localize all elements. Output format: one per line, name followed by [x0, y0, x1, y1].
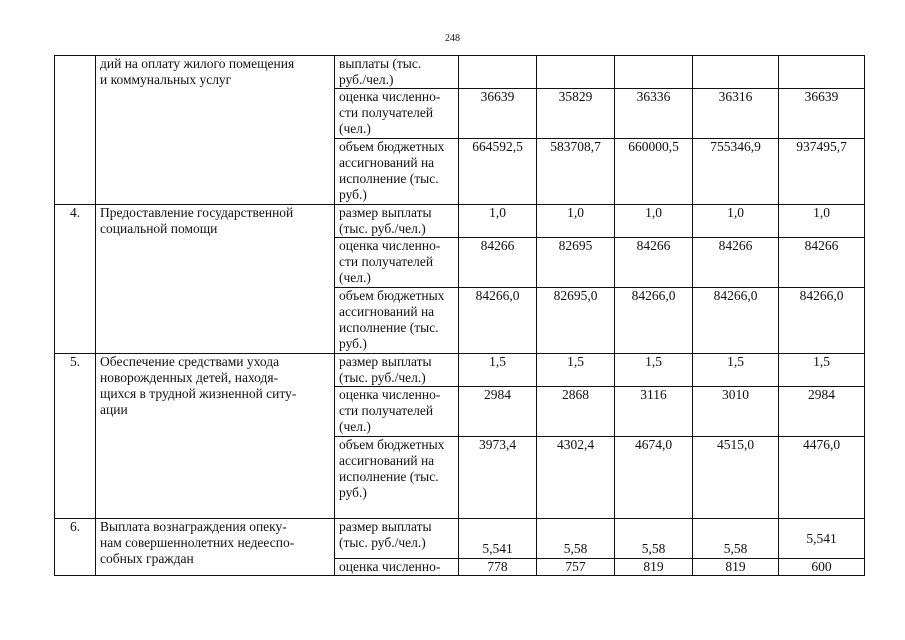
indicator-label — [335, 519, 459, 559]
value-cell — [537, 56, 615, 89]
value-cell: 1,0 — [537, 205, 615, 238]
value-cell: 755346,9 — [693, 139, 779, 205]
indicator-label-line: размер выплаты — [339, 205, 432, 220]
value-cell: 4302,4 — [537, 437, 615, 519]
indicator-label-line: исполнение (тыс. — [339, 320, 439, 335]
value-cell: 84266 — [615, 238, 693, 288]
indicator-label-line: исполнение (тыс. — [339, 171, 439, 186]
item-name-line: ации — [100, 402, 128, 417]
indicator-label-line: оценка численно- — [339, 559, 441, 574]
value-cell: 82695 — [537, 238, 615, 288]
item-name-line: социальной помощи — [100, 221, 218, 236]
value-cell: 3010 — [693, 387, 779, 437]
value-cell: 583708,7 — [537, 139, 615, 205]
value-cell: 4515,0 — [693, 437, 779, 519]
indicator-label-line: объем бюджетных — [339, 437, 445, 452]
value-cell: 5,541 — [779, 519, 865, 559]
value-cell: 1,0 — [693, 205, 779, 238]
value-cell: 2984 — [779, 387, 865, 437]
indicator-label-line: оценка численно- — [339, 238, 441, 253]
value-cell: 5,58 — [693, 519, 779, 559]
item-number: 6. — [55, 519, 96, 576]
value-cell: 36639 — [459, 89, 537, 139]
table-row — [55, 354, 865, 387]
item-name-line: дий на оплату жилого помещения — [100, 56, 295, 71]
value-cell: 36316 — [693, 89, 779, 139]
table-row — [55, 519, 865, 559]
indicator-label — [335, 559, 459, 576]
value-cell: 1,0 — [779, 205, 865, 238]
item-name-line: и коммунальных услуг — [100, 72, 232, 87]
indicator-label-line: сти получателей — [339, 254, 434, 269]
item-number: 4. — [55, 205, 96, 354]
value-cell: 4674,0 — [615, 437, 693, 519]
value-cell: 819 — [693, 559, 779, 576]
budget-table — [54, 55, 865, 576]
value-cell — [615, 56, 693, 89]
value-cell: 84266 — [779, 238, 865, 288]
value-cell: 757 — [537, 559, 615, 576]
indicator-label-line: размер выплаты — [339, 354, 432, 369]
indicator-label-line: руб.) — [339, 485, 367, 500]
value-cell: 2984 — [459, 387, 537, 437]
indicator-label — [335, 205, 459, 238]
value-cell: 4476,0 — [779, 437, 865, 519]
indicator-label-line: размер выплаты — [339, 519, 432, 534]
indicator-label-line: объем бюджетных — [339, 139, 445, 154]
indicator-label-line: (чел.) — [339, 270, 371, 285]
value-cell: 5,58 — [615, 519, 693, 559]
value-cell: 660000,5 — [615, 139, 693, 205]
value-cell: 36639 — [779, 89, 865, 139]
indicator-label-line: ассигнований на — [339, 304, 435, 319]
indicator-label — [335, 139, 459, 205]
indicator-label-line: оценка численно- — [339, 89, 441, 104]
indicator-label-line: руб.) — [339, 187, 367, 202]
item-name — [96, 519, 335, 576]
value-cell: 1,5 — [779, 354, 865, 387]
indicator-label — [335, 437, 459, 519]
value-cell: 84266,0 — [779, 288, 865, 354]
indicator-label-line: (тыс. руб./чел.) — [339, 370, 426, 385]
value-cell: 84266 — [693, 238, 779, 288]
value-cell: 84266,0 — [615, 288, 693, 354]
indicator-label-line: исполнение (тыс. — [339, 469, 439, 484]
value-cell: 778 — [459, 559, 537, 576]
value-cell: 3116 — [615, 387, 693, 437]
value-cell: 664592,5 — [459, 139, 537, 205]
indicator-label-line: ассигнований на — [339, 155, 435, 170]
item-name — [96, 56, 335, 205]
value-cell: 1,5 — [615, 354, 693, 387]
value-cell: 84266 — [459, 238, 537, 288]
value-cell: 1,0 — [615, 205, 693, 238]
value-cell: 36336 — [615, 89, 693, 139]
indicator-label-line: выплаты (тыс. — [339, 56, 422, 71]
table-row — [55, 205, 865, 238]
page-number: 248 — [445, 33, 460, 44]
item-name-line: Обеспечение средствами ухода — [100, 354, 280, 369]
table-row — [55, 56, 865, 89]
value-cell: 35829 — [537, 89, 615, 139]
value-cell: 3973,4 — [459, 437, 537, 519]
value-cell — [779, 56, 865, 89]
item-name-line: щихся в трудной жизненной ситу- — [100, 386, 297, 401]
item-name-line: Выплата вознаграждения опеку- — [100, 519, 287, 534]
indicator-label-line: ассигнований на — [339, 453, 435, 468]
value-cell: 819 — [615, 559, 693, 576]
indicator-label — [335, 387, 459, 437]
indicator-label-line: (тыс. руб./чел.) — [339, 221, 426, 236]
item-name-line: собных граждан — [100, 551, 194, 566]
item-name-line: Предоставление государственной — [100, 205, 294, 220]
indicator-label — [335, 288, 459, 354]
item-number: 5. — [55, 354, 96, 519]
item-name-line: нам совершеннолетних недееспо- — [100, 535, 295, 550]
value-cell: 1,5 — [693, 354, 779, 387]
indicator-label — [335, 56, 459, 89]
indicator-label — [335, 89, 459, 139]
value-cell: 2868 — [537, 387, 615, 437]
value-cell: 1,5 — [459, 354, 537, 387]
table-body — [55, 56, 865, 576]
value-cell — [459, 56, 537, 89]
item-name-line: новорожденных детей, находя- — [100, 370, 279, 385]
value-cell: 937495,7 — [779, 139, 865, 205]
value-cell: 5,541 — [459, 519, 537, 559]
indicator-label — [335, 354, 459, 387]
value-cell: 5,58 — [537, 519, 615, 559]
value-cell: 600 — [779, 559, 865, 576]
value-cell — [693, 56, 779, 89]
indicator-label-line: сти получателей — [339, 105, 434, 120]
value-cell: 84266,0 — [459, 288, 537, 354]
indicator-label-line: (чел.) — [339, 121, 371, 136]
indicator-label — [335, 238, 459, 288]
indicator-label-line: объем бюджетных — [339, 288, 445, 303]
indicator-label-line: руб./чел.) — [339, 72, 394, 87]
indicator-label-line: оценка численно- — [339, 387, 441, 402]
item-name — [96, 205, 335, 354]
value-cell: 1,0 — [459, 205, 537, 238]
item-number — [55, 56, 96, 205]
indicator-label-line: сти получателей — [339, 403, 434, 418]
value-cell: 82695,0 — [537, 288, 615, 354]
indicator-label-line: (тыс. руб./чел.) — [339, 535, 426, 550]
item-name — [96, 354, 335, 519]
value-cell: 84266,0 — [693, 288, 779, 354]
indicator-label-line: руб.) — [339, 336, 367, 351]
value-cell: 1,5 — [537, 354, 615, 387]
indicator-label-line: (чел.) — [339, 419, 371, 434]
